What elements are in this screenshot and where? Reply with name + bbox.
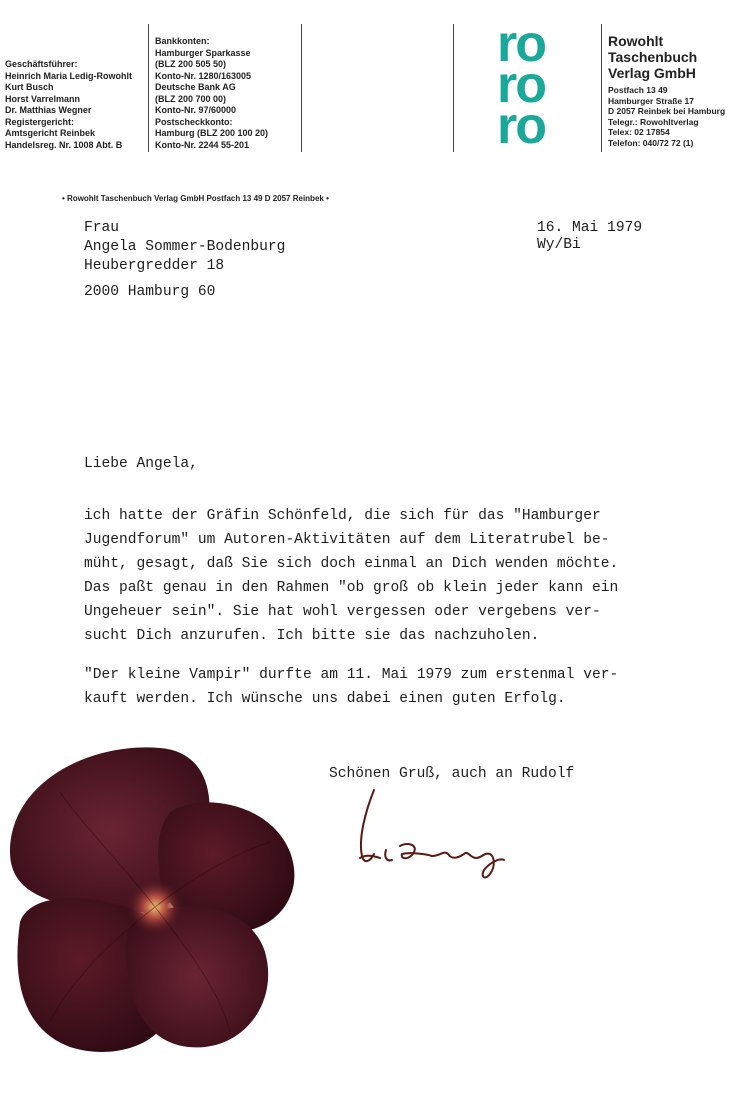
management-line: Heinrich Maria Ledig-Rowohlt [5,70,133,81]
management-line: Amtsgericht Reinbek [5,128,96,138]
recipient-line: Angela Sommer-Bodenburg [84,239,286,255]
publisher-name-line: Taschenbuch [608,49,698,65]
paragraph-2 [84,663,618,711]
bank-line: (BLZ 200 700 00) [155,93,227,104]
pressed-flower [0,742,310,1062]
publisher-name-line: Rowohlt [608,33,664,49]
management-line: Dr. Matthias Wegner [5,105,92,115]
logo-line: ro [497,56,545,114]
body-line: müht, gesagt, daß Sie sich doch einmal an Dich wenden möchte. [84,556,619,572]
management-line: Handelsreg. Nr. 1008 Abt. B [5,139,123,150]
address-line: Hamburger Straße 17 [608,95,694,106]
body-line: ich hatte der Gräfin Schönfeld, die sich für das "Hamburger [84,508,601,524]
body-line: sucht Dich anzurufen. Ich bitte sie das nachzuholen. [84,628,540,644]
logo-line: ro [497,97,545,155]
publisher-name [608,33,697,81]
logo-line: ro [497,15,545,73]
recipient-block [84,219,285,276]
body-line: "Der kleine Vampir" durfte am 11. Mai 1979 zum erstenmal ver- [84,667,619,683]
address-line: Telex: 02 17854 [608,127,670,137]
signature [340,780,530,890]
address-line: Postfach 13 49 [608,85,668,95]
letter-date: 16. Mai 1979 [537,220,643,236]
bank-line: Konto-Nr. 1280/163005 [155,70,252,81]
address-line: Telegr.: Rowohltverlag [608,116,699,127]
body-line: Das paßt genau in den Rahmen "ob groß ob klein jeder kann ein [84,580,619,596]
management-line: Geschäftsführer: [5,59,78,69]
body-line: kauft werden. Ich wünsche uns dabei einen guten Erfolg. [84,691,566,707]
management-line: Registergericht: [5,116,75,127]
publisher-address [608,85,725,148]
management-block [5,59,132,151]
address-line: D 2057 Reinbek bei Hamburg [608,106,726,116]
bank-line: Hamburg (BLZ 200 100 20) [155,128,269,138]
signature-stroke [400,844,504,877]
bank-line: Bankkonten: [155,36,210,46]
recipient-city: 2000 Hamburg 60 [84,284,216,300]
address-line: Telefon: 040/72 72 (1) [608,137,694,148]
closing: Schönen Gruß, auch an Rudolf [329,766,575,782]
paragraph-1 [84,504,618,648]
publisher-name-line: Verlag GmbH [608,65,696,81]
signature-stroke [385,850,392,860]
management-line: Horst Varrelmann [5,93,81,104]
return-address: • Rowohlt Taschenbuch Verlag GmbH Postfach 13 49 D 2057 Reinbek • [62,194,329,203]
bank-line: Konto-Nr. 2244 55-201 [155,139,250,150]
header-divider [301,24,302,152]
rororo-logo [497,15,561,155]
header-divider [601,24,602,152]
bank-line: (BLZ 200 505 50) [155,59,227,69]
body-line: Ungeheuer sein". Sie hat wohl vergessen oder vergebens ver- [84,604,601,620]
header-divider [148,24,149,152]
bank-line: Postscheckkonto: [155,116,233,127]
management-line: Kurt Busch [5,82,54,92]
bank-line: Hamburger Sparkasse [155,47,251,58]
bank-line: Deutsche Bank AG [155,82,236,92]
salutation: Liebe Angela, [84,456,198,472]
header-divider [453,24,454,152]
recipient-line: Frau [84,220,120,236]
reference-code: Wy/Bi [537,237,581,253]
bank-accounts-block [155,36,268,151]
recipient-line: Heubergredder 18 [84,258,225,274]
signature-stroke [361,790,374,861]
bank-line: Konto-Nr. 97/60000 [155,105,237,115]
body-line: Jugendforum" um Autoren-Aktivitäten auf dem Literatrubel be- [84,532,610,548]
